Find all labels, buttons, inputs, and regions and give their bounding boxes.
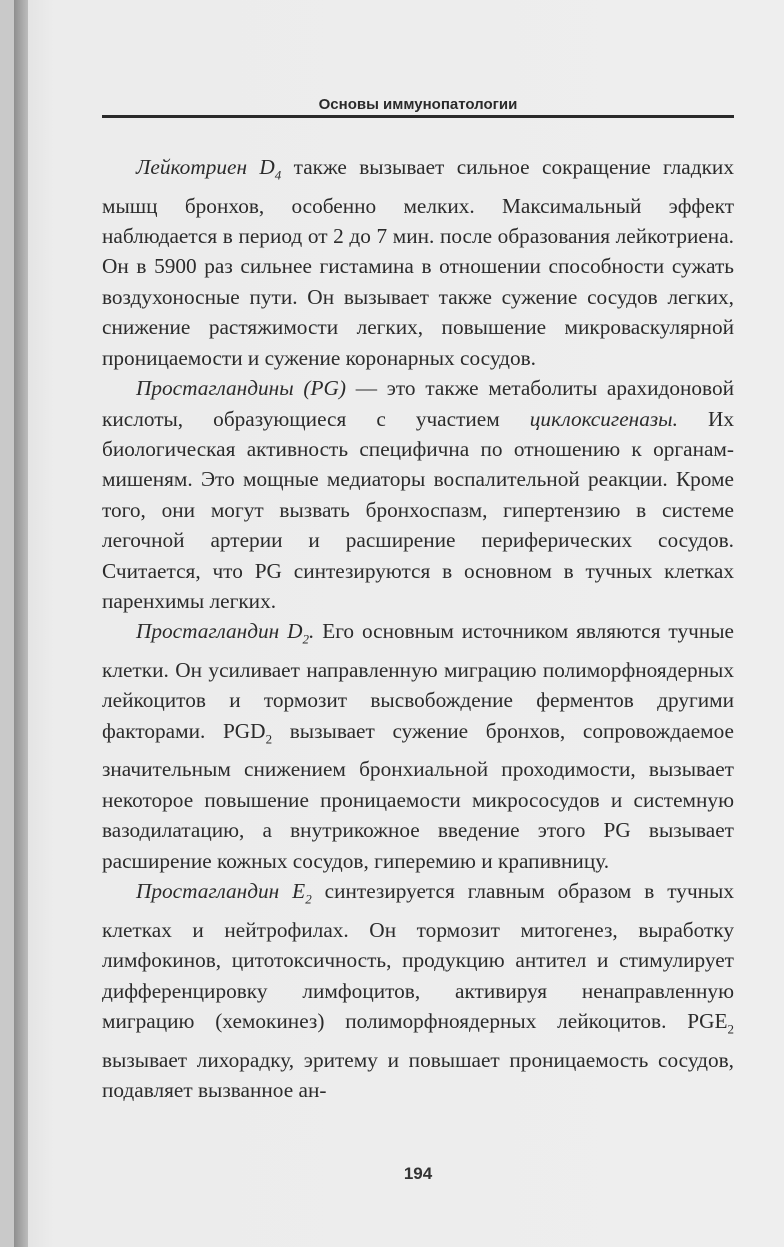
page-gutter-shadow bbox=[14, 0, 28, 1247]
paragraph-prostaglandins bbox=[102, 373, 734, 616]
paragraph-text: вызывает лихорадку, эритему и повышает проницаемость сосудов, подавляет вызванное ан- bbox=[102, 1047, 734, 1103]
header-rule bbox=[102, 115, 734, 118]
paragraph-text: Его основным источником являются тучные клетки. Он усиливает направленную миграцию полиморфноядерных лейкоцитов и тормозит высвобождение ферментов другими факторами. PGD bbox=[102, 619, 734, 743]
paragraph-text: — это также метаболиты арахидоновой кислоты, образующиеся с участием bbox=[102, 376, 734, 431]
paragraph-prostaglandin-e2: Простагландин $E_2$ синтезируется главным образом в тучных клетках и нейтрофилах. Он тормозит митогенез, выработку лимфокинов, цитотоксичность, продукцию антител и стимулирует дифференцировку лимфоцитов, активируя ненаправленную миграцию (хемокинез) полиморфноядерных лейкоцитов. $PGE_2$ вызывает лихорадку, эритему и повышает проницаемость сосудов, подавляет вызванное ан- bbox=[102, 879, 735, 1103]
term-leukotriene: Лейкотриен $D_4$ bbox=[136, 155, 282, 183]
body-text bbox=[102, 152, 734, 1105]
term-prostaglandin-d2: Простагландин $D_2$. bbox=[136, 619, 315, 647]
term-prostaglandins: Простагландины (PG) bbox=[136, 376, 346, 401]
paragraph-leukotriene-d4 bbox=[102, 152, 734, 373]
page-number: 194 bbox=[403, 1164, 433, 1183]
paragraph-text: также вызывает сильное сокращение гладких мышц бронхов, особенно мелких. Максимальный эффект наблюдается в период от 2 до 7 мин. после образования лейкотриена. Он в 5900 раз сильнее гистамина в отношении способности сужать воздухоносные пути. Он вызывает также сужение сосудов легких, снижение растяжимости легких, повышение микроваскулярной проницаемости и сужение коронарных сосудов. bbox=[102, 155, 734, 370]
paragraph-text: синтезируется главным образом в тучных клетках и нейтрофилах. Он тормозит митогенез, выработку лимфокинов, цитотоксичность, продукцию антител и стимулирует дифференцировку лимфоцитов, активируя ненаправленную миграцию (хемокинез) полиморфноядерных лейкоцитов. PGE bbox=[102, 879, 735, 1033]
term-prostaglandin-e2: Простагландин $E_2$ bbox=[136, 879, 312, 907]
paragraph-prostaglandin-d2: Простагландин $D_2$. Его основным источником являются тучные клетки. Он усиливает направленную миграцию полиморфноядерных лейкоцитов и тормозит высвобождение ферментов другими факторами. $PGD_2$ вызывает сужение бронхов, сопровождаемое значительным снижением бронхиальной проходимости, вызывает некоторое повышение проницаемости микрососудов и системную вазодилатацию, а внутрикожное введение этого PG вызывает расширение кожных сосудов, гиперемию и крапивницу. bbox=[102, 619, 734, 873]
paragraph-text: вызывает сужение бронхов, сопровождаемое значительным снижением бронхиальной проходимости, вызывает некоторое повышение проницаемости микрососудов и системную вазодилатацию, а внутрикожное введение этого PG вызывает расширение кожных сосудов, гиперемию и крапивницу. bbox=[102, 718, 734, 873]
running-header: Основы иммунопатологии bbox=[318, 96, 518, 113]
paragraph-text: Их биологическая активность специфична по отношению к органам-мишеням. Это мощные медиаторы воспалительной реакции. Кроме того, они могут вызвать бронхоспазм, гипертензию в системе легочной артерии и расширение периферических сосудов. Считается, что PG синтезируются в основном в тучных клетках паренхимы легких. bbox=[102, 406, 734, 613]
term-cyclooxygenase: циклоксигеназы. bbox=[529, 406, 678, 431]
